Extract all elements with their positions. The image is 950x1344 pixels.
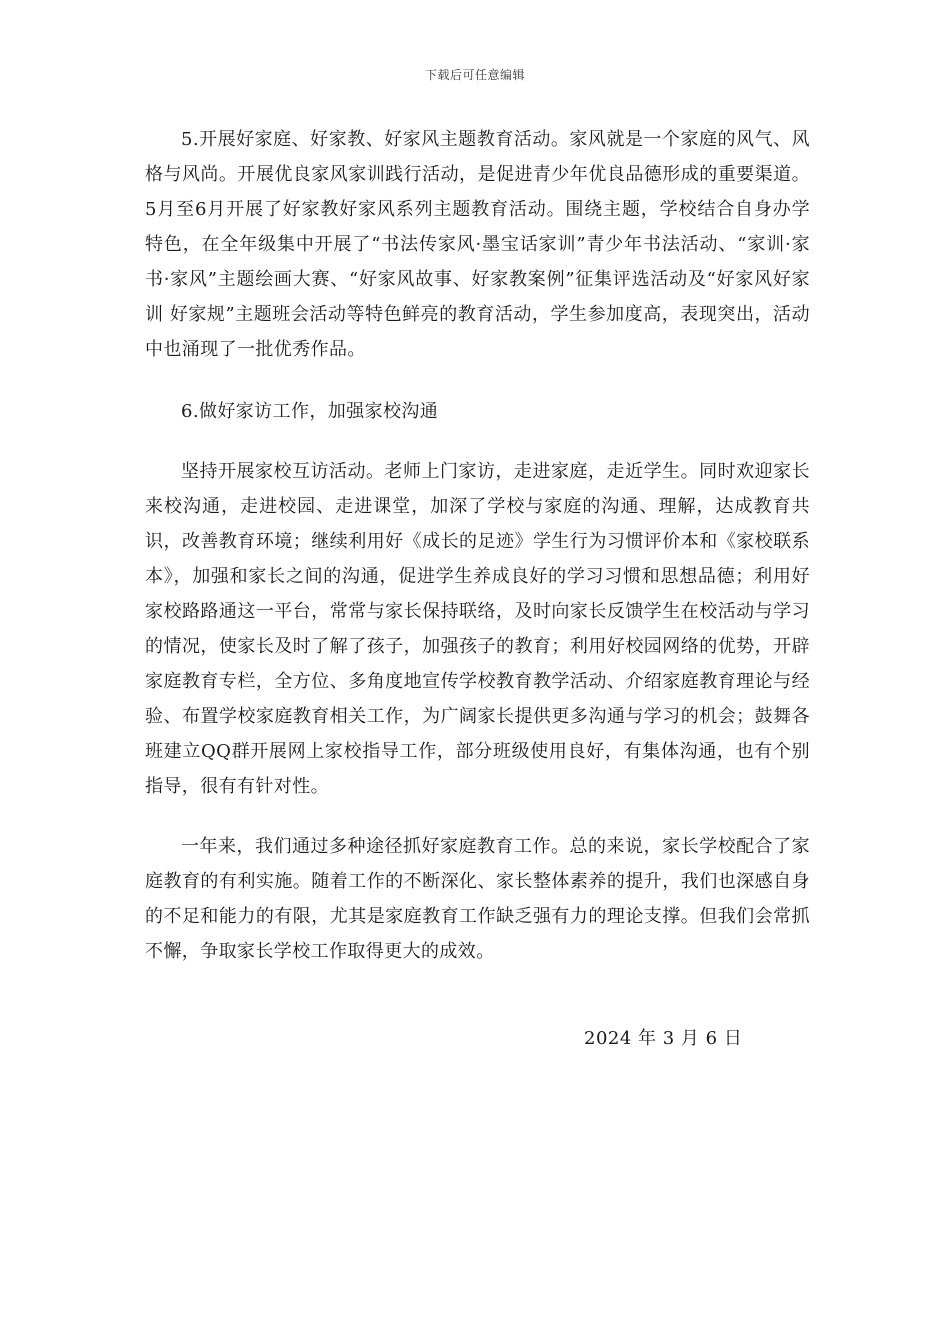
- paragraph-home-visit-heading: 6.做好家访工作，加强家校沟通: [181, 401, 439, 422]
- header-note: 下载后可任意编辑: [424, 68, 525, 82]
- paragraph-home-school-communication: 坚持开展家校互访活动。老师上门家访，走进家庭，走近学生。同时欢迎家长来校沟通，走进校园、走进课堂，加深了学校与家庭的沟通、理解，达成教育共识，改善教育环境；继续利用好《成长的足迹》学生行为习惯评价本和《家校联系本》，加强和家长之间的沟通，促进学生养成良好的学习习惯和思想品德；利用好家校路路通这一平台，常常与家长保持联络，及时向家长反馈学生在校活动与学习的情况，使家长及时了解了孩子，加强孩子的教育；利用好校园网络的优势，开辟家庭教育专栏，全方位、多角度地宣传学校教育教学活动、介绍家庭教育理论与经验、布置学校家庭教育相关工作，为广阔家长提供更多沟通与学习的机会；鼓舞各班建立QQ群开展网上家校指导工作，部分班级使用良好，有集体沟通，也有个别指导，很有有针对性。: [145, 461, 810, 797]
- document-date: 2024 年 3 月 6 日: [584, 1028, 743, 1049]
- paragraph-family-style-activities: 5.开展好家庭、好家教、好家风主题教育活动。家风就是一个家庭的风气、风格与风尚。开展优良家风家训践行活动，是促进青少年优良品德形成的重要渠道。5月至6月开展了好家教好家风系列主题教育活动。围绕主题，学校结合自身办学特色，在全年级集中开展了“书法传家风·墨宝话家训”青少年书法活动、“家训·家书·家风”主题绘画大赛、“好家风故事、好家教案例”征集评选活动及“好家风好家训 好家规”主题班会活动等特色鲜亮的教育活动，学生参加度高，表现突出，活动中也涌现了一批优秀作品。: [145, 129, 810, 360]
- paragraph-summary: 一年来，我们通过多种途径抓好家庭教育工作。总的来说，家长学校配合了家庭教育的有利实施。随着工作的不断深化、家长整体素养的提升，我们也深感自身的不足和能力的有限，尤其是家庭教育工作缺乏强有力的理论支撑。但我们会常抓不懈，争取家长学校工作取得更大的成效。: [145, 836, 810, 962]
- document-body: [145, 122, 810, 969]
